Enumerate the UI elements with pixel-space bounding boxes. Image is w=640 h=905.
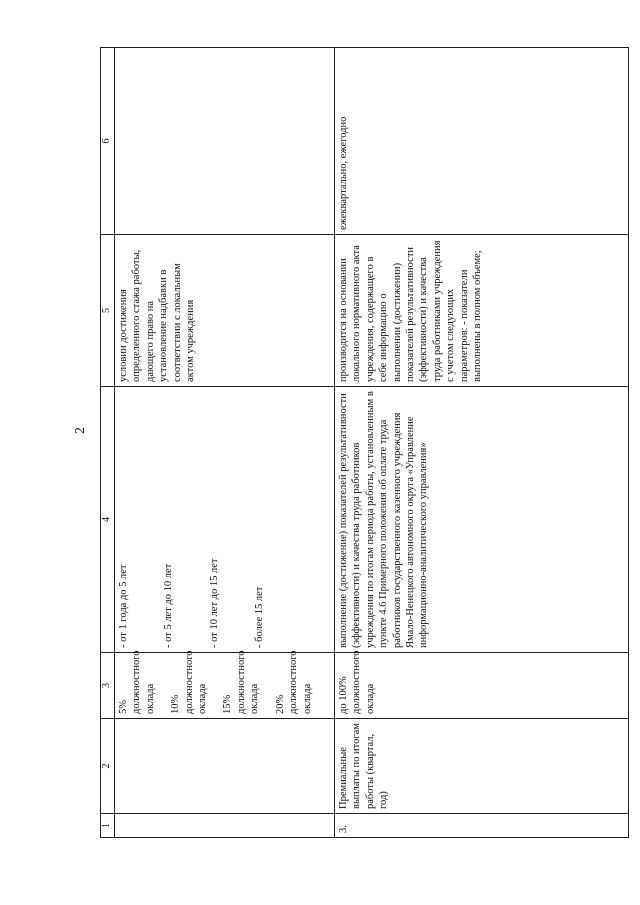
amount-item: 5% должностного оклада <box>117 650 156 714</box>
table-header-row <box>101 48 115 838</box>
condition-item: - от 10 лет до 15 лет <box>208 558 220 648</box>
table-row <box>114 48 334 838</box>
row-number-cell <box>114 814 334 838</box>
condition-cell: выполнение (достижение) показателей результативности (эффективности) и качества труда работников учреждения по итогам периода работы, установленным в пункте 4.6 Примерного положения об оплате труда работников государственного казенного учреждения Ямало-Ненецкого автономного округа «Управление информационно-аналитического управления» <box>334 387 628 653</box>
condition-item: - от 1 года до 5 лет <box>117 564 129 648</box>
amount-cell: до 100% должностного оклада <box>334 653 628 719</box>
header-cell: 4 <box>101 387 115 653</box>
amount-item: 20% должностного оклада <box>274 650 313 714</box>
amount-item: 15% должностного оклада <box>222 650 261 714</box>
header-cell: 5 <box>101 235 115 387</box>
table-row <box>334 48 628 838</box>
condition-item: - более 15 лет <box>254 586 266 648</box>
header-cell: 1 <box>101 814 115 838</box>
procedure-cell: условии достижения определенного стажа работы, дающего право на установление надбавки в соответствии с локальным актом учреждения <box>114 235 334 387</box>
payments-table <box>100 47 629 838</box>
condition-item: - от 5 лет до 10 лет <box>163 563 175 648</box>
amount-cell <box>114 650 334 719</box>
header-cell: 6 <box>101 48 115 235</box>
procedure-cell: производится на основании локального нормативного акта учреждения, содержащего в себе информацию о выполнении (достижении) показателей результативности (эффективности) и качества труда работниками учреждения с учетом следующих параметров: - показатели выполнены в полном объеме; <box>334 235 628 387</box>
rotated-table-container <box>100 48 629 838</box>
header-cell: 2 <box>101 719 115 814</box>
page-number: 2 <box>73 427 88 434</box>
condition-cell <box>114 387 334 653</box>
frequency-cell: ежеквартально, ежегодно <box>334 48 628 235</box>
payment-name-cell: Премиальные выплаты по итогам работы (квартал, год) <box>334 719 628 814</box>
header-cell: 3 <box>101 653 115 719</box>
frequency-cell <box>114 48 334 235</box>
amount-item: 10% должностного оклада <box>170 650 208 714</box>
row-number-cell: 3. <box>334 814 628 838</box>
payment-name-cell <box>114 719 334 814</box>
